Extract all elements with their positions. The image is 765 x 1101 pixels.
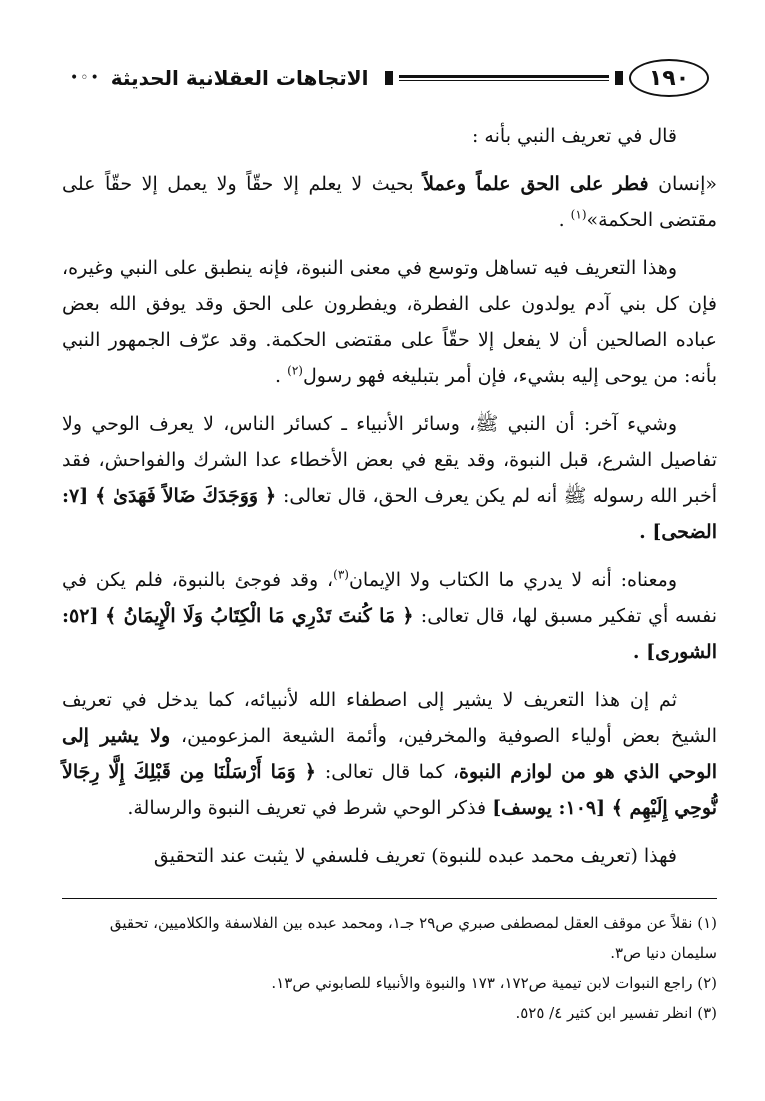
page-number: ١٩٠ — [629, 59, 709, 97]
footnotes — [62, 908, 717, 1028]
header-rule — [399, 75, 609, 81]
header-ornament-icon: •◦• — [70, 70, 101, 86]
footnote-divider — [62, 898, 717, 899]
quran-verse: ﴿ مَا كُنتَ تَدْرِي مَا الْكِتَابُ وَلَا الْإِيمَانُ ﴾ — [105, 605, 421, 627]
paragraph-quote: «إنسان فطر على الحق علماً وعملاً بحيث لا يعلم إلا حقّاً ولا يعمل إلا حقّاً على مقتضى الحكمة»$^{(١)}$ . — [62, 173, 717, 231]
paragraph: وشيء آخر: أن النبي ﷺ، وسائر الأنبياء ـ كسائر الناس، لا يعرف الوحي ولا تفاصيل الشرع، قبل النبوة، وقد يقع في بعض الأخطاء عدا الشرك والفواحش، فقد أخبر الله رسوله ﷺ أنه لم يكن يعرف الحق، قال تعالى: ﴿ وَوَجَدَكَ ضَالاً فَهَدَىٰ ﴾ [٧: الضحى] . — [62, 413, 717, 543]
header-bar-mark — [385, 71, 393, 85]
quran-verse: ﴿ وَوَجَدَكَ ضَالاً فَهَدَىٰ ﴾ — [88, 485, 283, 507]
footnote: (١) نقلاً عن موقف العقل لمصطفى صبري ص٢٩ جـ١، ومحمد عبده بين الفلاسفة والكلاميين، تحقيق سليمان دنيا ص٣. — [109, 914, 717, 962]
footnote: (٣) انظر تفسير ابن كثير ٤/ ٥٢٥. — [515, 1004, 717, 1022]
paragraph: ومعناه: أنه لا يدري ما الكتاب ولا الإيمان$^{(٣)}$، وقد فوجئ بالنبوة، فلم يكن في نفسه أي تفكير مسبق لها، قال تعالى: ﴿ مَا كُنتَ تَدْرِي مَا الْكِتَابُ وَلَا الْإِيمَانُ ﴾ [٥٢: الشورى] . — [62, 567, 717, 663]
verse-citation: [١٠٩: يوسف] — [492, 797, 606, 819]
running-header — [70, 58, 709, 98]
footnote-ref: (٣) — [333, 567, 349, 582]
paragraph: ثم إن هذا التعريف لا يشير إلى اصطفاء الله لأنبيائه، كما يدخل في تعريف الشيخ بعض أولياء الصوفية والمخرفين، وأئمة الشيعة المزعومين، ولا يشير إلى الوحي الذي هو من لوازم النبوة، كما قال تعالى: ﴿ وَمَا أَرْسَلْنَا مِن قَبْلِكَ إِلَّا رِجَالاً نُّوحِي إِلَيْهِم ﴾ [١٠٩: يوسف] فذكر الوحي شرط في تعريف النبوة والرسالة. — [62, 689, 717, 819]
footnote: (٢) راجع النبوات لابن تيمية ص١٧٢، ١٧٣ والنبوة والأنبياء للصابوني ص١٣. — [271, 974, 717, 992]
paragraph: فهذا (تعريف محمد عبده للنبوة) تعريف فلسفي لا يثبت عند التحقيق — [153, 845, 677, 867]
paragraph: وهذا التعريف فيه تساهل وتوسع في معنى النبوة، فإنه ينطبق على النبي وغيره، فإن كل بني آدم يولدون على الفطرة، ويفطرون على الحق وقد يوفق الله بعض عباده الصالحين أن لا يفعل إلا حقّاً على مقتضى الحكمة. وقد عرّف الجمهور النبي بأنه: من يوحى إليه بشيء، فإن أمر بتبليغه فهو رسول$^{(٢)}$ . — [62, 257, 717, 387]
bold-phrase: ولا يشير إلى الوحي الذي هو من لوازم النبوة — [62, 725, 717, 783]
verse-citation: [٥٢: الشورى] . — [62, 605, 717, 663]
footnote-ref: (٢) — [287, 363, 303, 378]
running-title: الاتجاهات العقلانية الحديثة — [110, 66, 369, 90]
verse-citation: [٧: الضحى] . — [62, 485, 717, 543]
paragraph: قال في تعريف النبي بأنه : — [471, 125, 677, 147]
header-bar-mark — [615, 71, 623, 85]
footnote-ref: (١) — [570, 207, 587, 222]
quran-verse: ﴿ وَمَا أَرْسَلْنَا مِن قَبْلِكَ إِلَّا رِجَالاً نُّوحِي إِلَيْهِم ﴾ — [62, 761, 717, 819]
main-text — [62, 118, 717, 886]
bold-phrase: فطر على الحق علماً وعملاً — [423, 173, 649, 195]
